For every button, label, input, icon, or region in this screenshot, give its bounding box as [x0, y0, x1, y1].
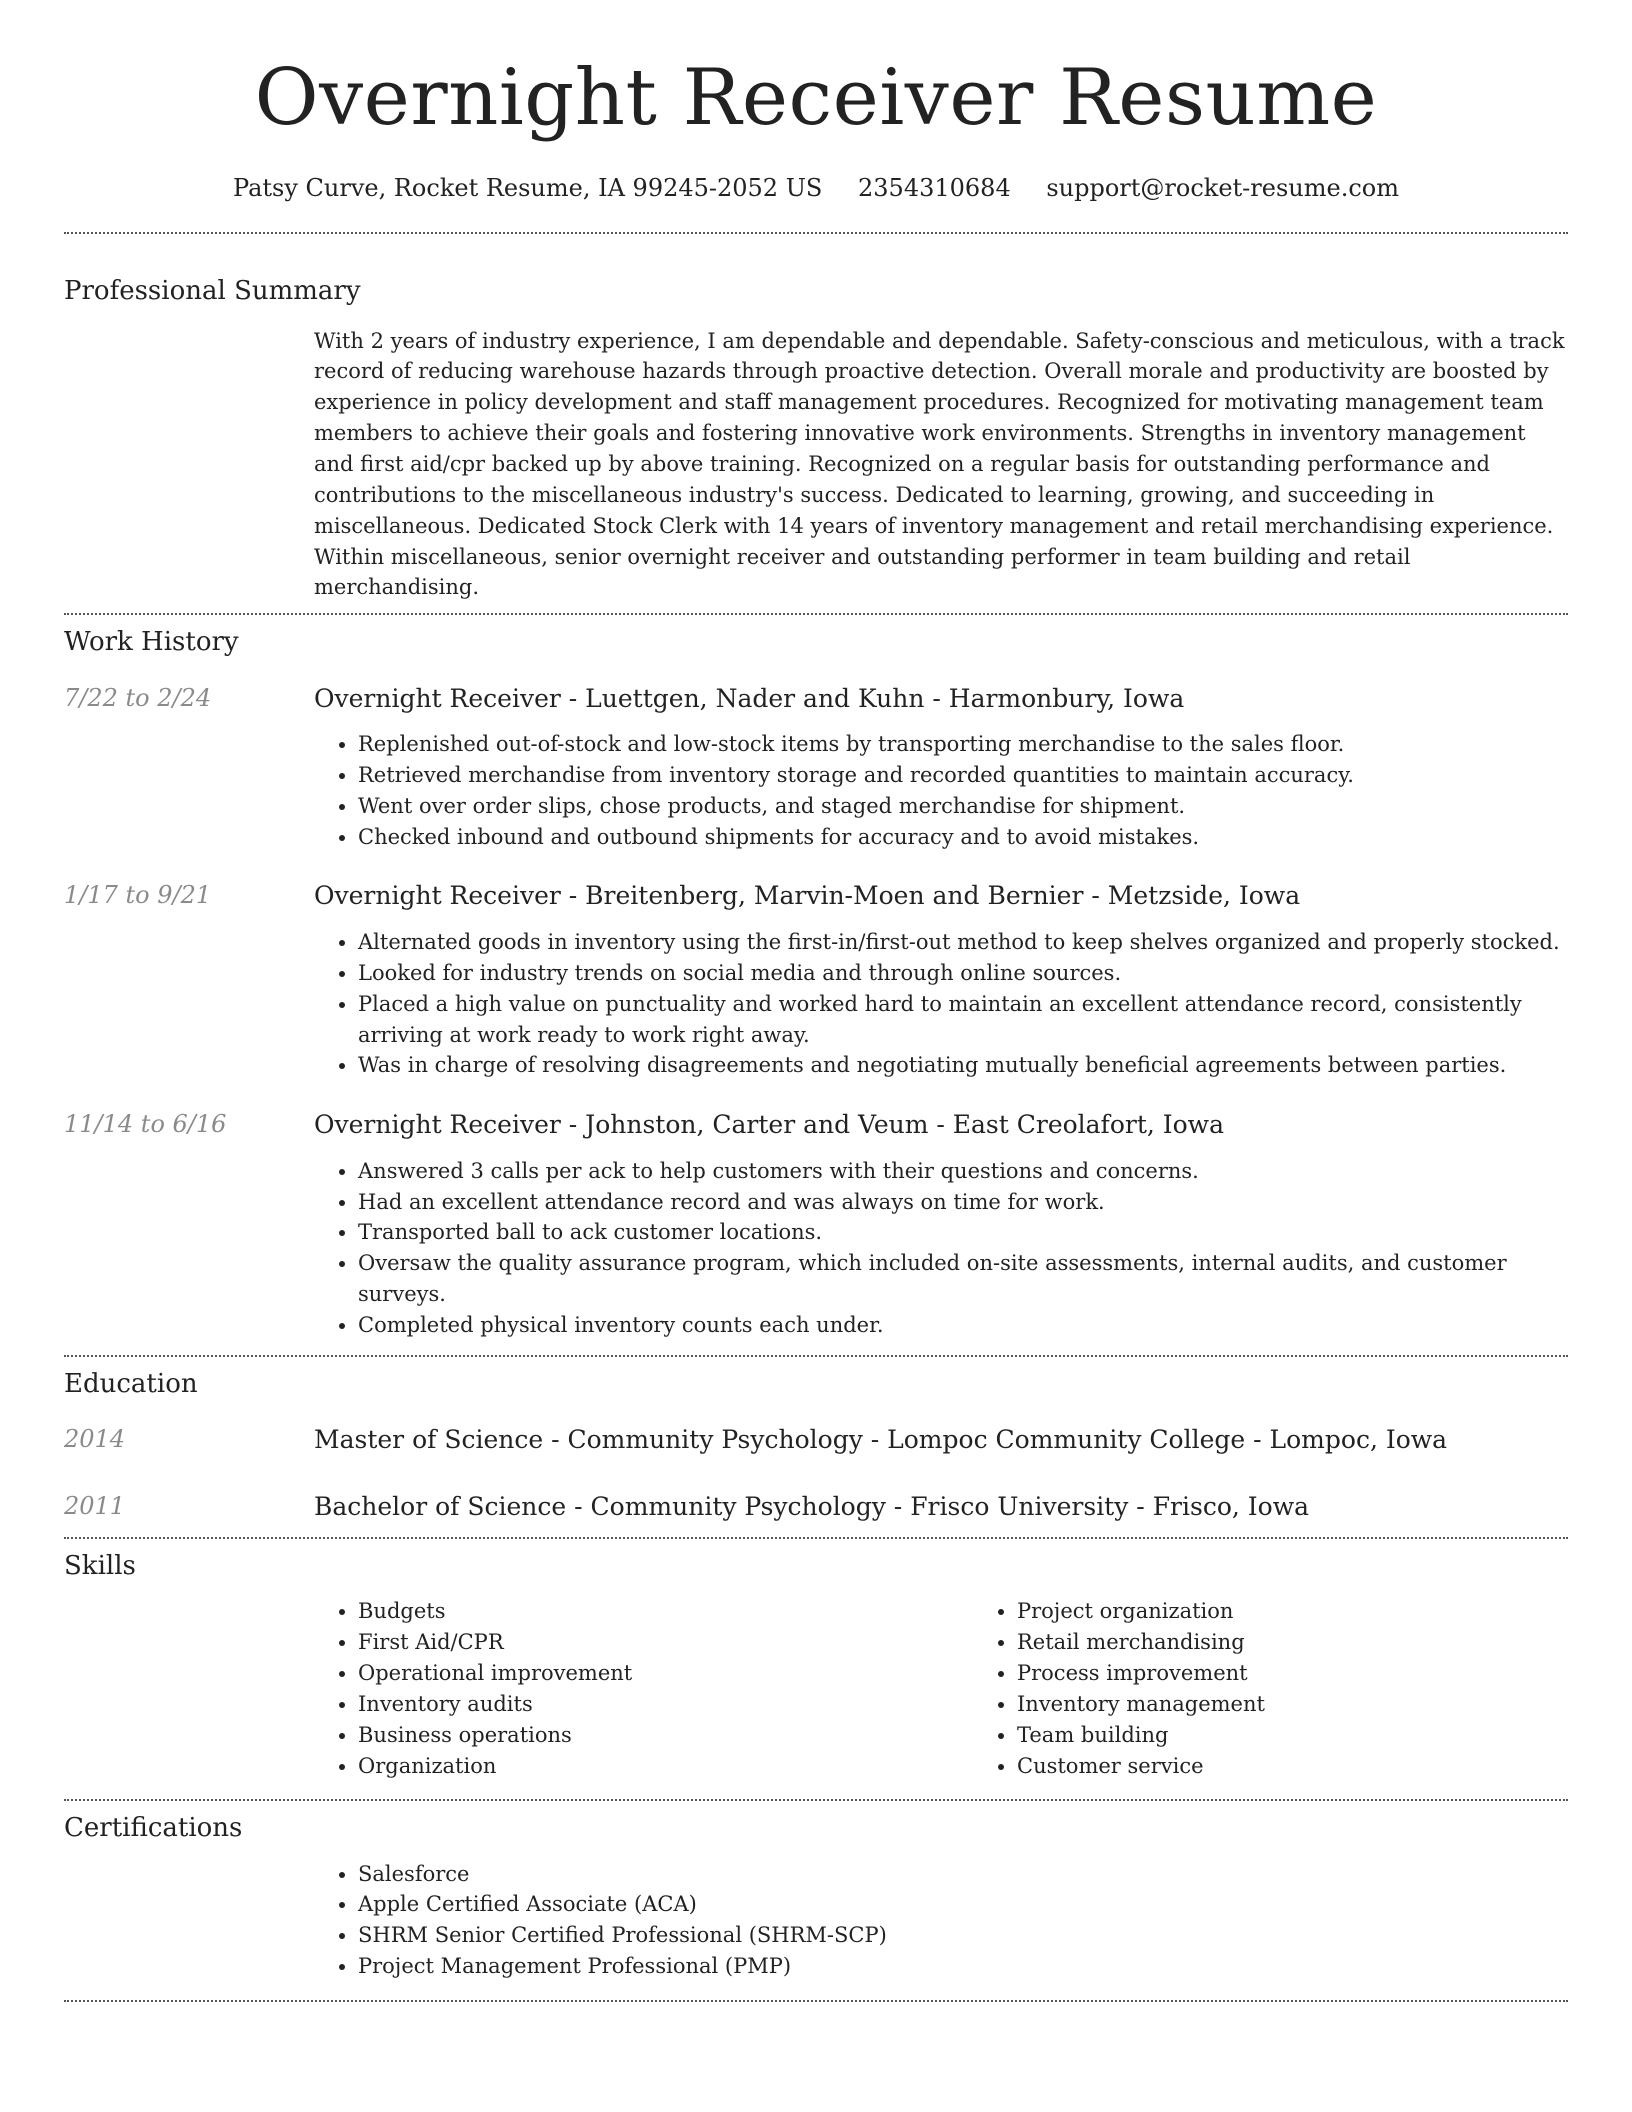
- contact-line: [64, 174, 1568, 203]
- job-bullet: • Replenished out-of-stock and low-stock items by transporting merchandise to the sales floor.: [358, 729, 1568, 760]
- skill-item: • Inventory audits: [358, 1689, 973, 1720]
- work-history-heading: Work History: [64, 627, 239, 658]
- skill-item: • Operational improvement: [358, 1658, 973, 1689]
- summary-heading: Professional Summary: [64, 276, 361, 307]
- job-bullet: • Placed a high value on punctuality and worked hard to maintain an excellent attendance record, consistently arriving at work ready to work right away.: [358, 989, 1568, 1051]
- job-bullet: • Transported ball to ack customer locations.: [358, 1217, 1568, 1248]
- job-entry: [64, 880, 1568, 1081]
- education-degree: Master of Science - Community Psychology - Lompoc Community College - Lompoc, Iowa: [314, 1425, 1448, 1455]
- skill-item: • Budgets: [358, 1596, 973, 1627]
- certifications-section: [64, 1813, 1568, 1982]
- skill-item: • Project organization: [1017, 1596, 1632, 1627]
- divider: [64, 232, 1568, 234]
- job-bullet: • Alternated goods in inventory using the first-in/first-out method to keep shelves organized and properly stocked.: [358, 927, 1568, 958]
- job-bullet: • Looked for industry trends on social media and through online sources.: [358, 958, 1568, 989]
- education-entry: [64, 1491, 1568, 1524]
- divider: [64, 1537, 1568, 1539]
- skill-item: • Business operations: [358, 1720, 973, 1751]
- certifications-list: [314, 1859, 1568, 1982]
- job-bullets: [314, 729, 1568, 852]
- job-bullet: • Checked inbound and outbound shipments for accuracy and to avoid mistakes.: [358, 822, 1568, 853]
- skills-section: [64, 1551, 1568, 1781]
- divider: [64, 1355, 1568, 1357]
- job-dates: 1/17 to 9/21: [64, 881, 212, 910]
- job-entry: [64, 683, 1568, 853]
- education-entry: [64, 1424, 1568, 1457]
- certification-item: • Apple Certified Associate (ACA): [358, 1889, 1568, 1920]
- education-degree: Bachelor of Science - Community Psychology - Frisco University - Frisco, Iowa: [314, 1491, 1309, 1521]
- education-year: 2014: [64, 1425, 126, 1454]
- skill-item: • Retail merchandising: [1017, 1627, 1632, 1658]
- job-bullet: • Was in charge of resolving disagreements and negotiating mutually beneficial agreements between parties.: [358, 1050, 1568, 1081]
- job-bullet: • Went over order slips, chose products, and staged merchandise for shipment.: [358, 791, 1568, 822]
- job-bullet: • Had an excellent attendance record and was always on time for work.: [358, 1187, 1568, 1218]
- skill-item: • Team building: [1017, 1720, 1632, 1751]
- summary-section: [64, 276, 1568, 603]
- education-section: [64, 1369, 1568, 1523]
- contact-address: Patsy Curve, Rocket Resume, IA 99245-2052 US: [233, 173, 823, 202]
- education-heading: Education: [64, 1368, 198, 1399]
- job-dates: 7/22 to 2/24: [64, 683, 212, 712]
- skill-item: • First Aid/CPR: [358, 1627, 973, 1658]
- divider: [64, 1799, 1568, 1801]
- job-title: Overnight Receiver - Luettgen, Nader and Kuhn - Harmonbury, Iowa: [314, 683, 1185, 713]
- skill-item: • Inventory management: [1017, 1689, 1632, 1720]
- certification-item: • Salesforce: [358, 1859, 1568, 1890]
- job-dates: 11/14 to 6/16: [64, 1110, 227, 1139]
- certifications-heading: Certifications: [64, 1813, 243, 1844]
- job-bullet: • Answered 3 calls per ack to help customers with their questions and concerns.: [358, 1156, 1568, 1187]
- summary-text: With 2 years of industry experience, I am dependable and dependable. Safety-conscious and meticulous, with a track record of reducing warehouse hazards through proactive detection. Overall morale and productivity are boosted by experience in policy development and staff management procedures. Recognized for motivating management team members to achieve their goals and fostering innovative work environments. Strengths in inventory management and first aid/cpr backed up by above training. Recognized on a regular basis for outstanding performance and contributions to the miscellaneous industry's success. Dedicated to learning, growing, and succeeding in miscellaneous. Dedicated Stock Clerk with 14 years of inventory management and retail merchandising experience. Within miscellaneous, senior overnight receiver and outstanding performer in team building and retail merchandising.: [314, 328, 1565, 600]
- education-year: 2011: [64, 1491, 126, 1520]
- certification-item: • Project Management Professional (PMP): [358, 1951, 1568, 1982]
- certification-item: • SHRM Senior Certified Professional (SHRM-SCP): [358, 1920, 1568, 1951]
- divider: [64, 2000, 1568, 2002]
- skills-list-left: [314, 1596, 973, 1781]
- contact-phone: 2354310684: [858, 173, 1011, 202]
- skill-item: • Organization: [358, 1751, 973, 1782]
- job-bullet: • Retrieved merchandise from inventory storage and recorded quantities to maintain accuracy.: [358, 760, 1568, 791]
- job-title: Overnight Receiver - Johnston, Carter and Veum - East Creolafort, Iowa: [314, 1110, 1224, 1140]
- skill-item: • Process improvement: [1017, 1658, 1632, 1689]
- resume-title: Overnight Receiver Resume: [254, 53, 1378, 143]
- job-bullet: • Oversaw the quality assurance program, which included on-site assessments, internal audits, and customer surveys.: [358, 1248, 1568, 1310]
- job-entry: [64, 1109, 1568, 1341]
- job-bullet: • Completed physical inventory counts each under.: [358, 1310, 1568, 1341]
- divider: [64, 613, 1568, 615]
- contact-email: support@rocket-resume.com: [1046, 173, 1399, 202]
- skills-heading: Skills: [64, 1551, 136, 1582]
- skills-list-right: [973, 1596, 1632, 1781]
- job-bullets: [314, 927, 1568, 1081]
- job-bullets: [314, 1156, 1568, 1341]
- work-history-section: [64, 627, 1568, 1341]
- skill-item: • Customer service: [1017, 1751, 1632, 1782]
- job-title: Overnight Receiver - Breitenberg, Marvin-Moen and Bernier - Metzside, Iowa: [314, 881, 1301, 911]
